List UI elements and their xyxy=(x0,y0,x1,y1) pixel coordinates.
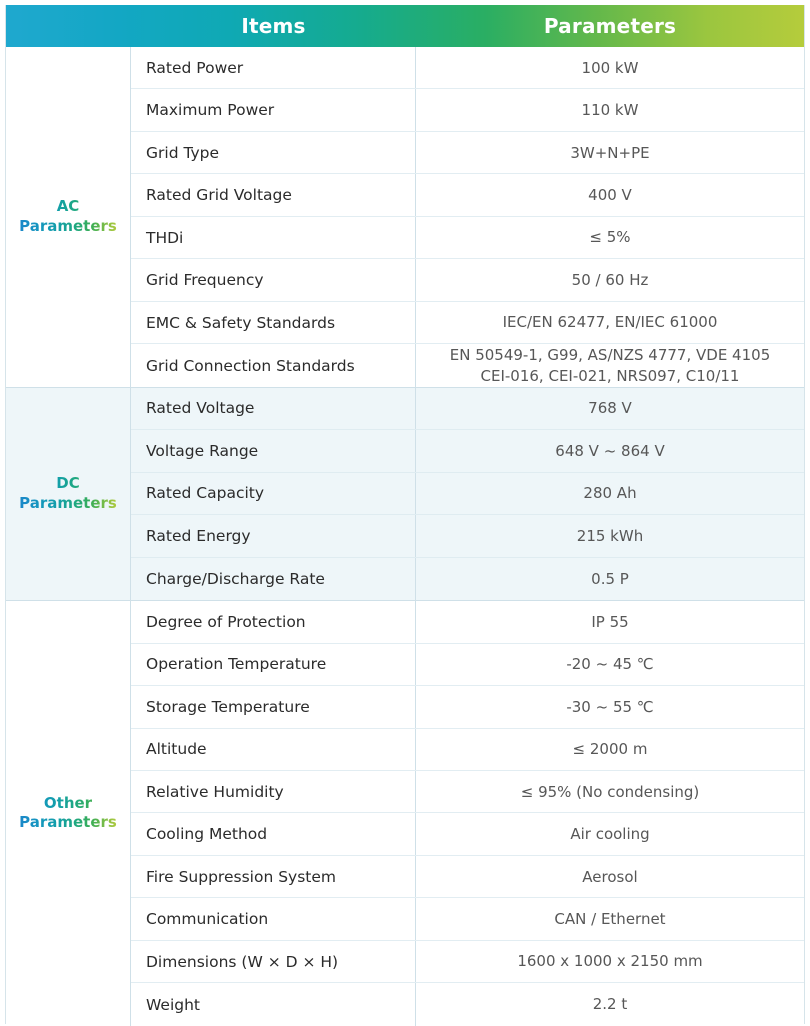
table-header-row xyxy=(6,5,804,47)
row-item-label: THDi xyxy=(131,217,416,258)
group-label-cell-other xyxy=(6,601,131,1026)
row-item-label: Communication xyxy=(131,898,416,939)
row-item-label: Rated Grid Voltage xyxy=(131,174,416,215)
row-value: ≤ 5% xyxy=(589,228,631,247)
group-label-dc-line2: Parameters xyxy=(19,493,117,512)
table-row xyxy=(131,344,804,386)
group-label-ac-line2: Parameters xyxy=(19,216,117,235)
row-item-label: Fire Suppression System xyxy=(131,856,416,897)
table-row xyxy=(131,813,804,855)
group-rows-other xyxy=(131,601,804,1026)
row-value: IP 55 xyxy=(591,612,629,631)
table-row xyxy=(131,217,804,259)
group-label-dc-line1: DC xyxy=(56,474,80,493)
row-value: 648 V ~ 864 V xyxy=(555,441,665,460)
row-value: -30 ~ 55 ℃ xyxy=(566,697,654,716)
group-label-cell-ac xyxy=(6,47,131,387)
group-dc-parameters xyxy=(6,388,804,601)
row-value: ≤ 2000 m xyxy=(572,740,648,759)
table-row xyxy=(131,259,804,301)
group-label-ac xyxy=(19,197,117,237)
row-item-label: Rated Voltage xyxy=(131,388,416,429)
row-value: 1600 x 1000 x 2150 mm xyxy=(517,952,703,971)
group-label-cell-dc xyxy=(6,388,131,600)
table-row xyxy=(131,558,804,600)
row-value-line2: CEI-016, CEI-021, NRS097, C10/11 xyxy=(480,366,740,385)
row-item-label: Dimensions (W × D × H) xyxy=(131,941,416,982)
row-value: Aerosol xyxy=(582,867,638,886)
group-label-other-line2: Parameters xyxy=(19,813,117,832)
row-value: 50 / 60 Hz xyxy=(571,270,649,289)
row-value: -20 ~ 45 ℃ xyxy=(566,655,654,674)
row-value: 3W+N+PE xyxy=(570,143,650,162)
row-value-line1: EN 50549-1, G99, AS/NZS 4777, VDE 4105 xyxy=(449,346,771,365)
row-item-label: Relative Humidity xyxy=(131,771,416,812)
row-item-label: Weight xyxy=(131,983,416,1025)
row-item-label: Charge/Discharge Rate xyxy=(131,558,416,600)
row-item-label: Grid Connection Standards xyxy=(131,344,416,386)
table-wrapper xyxy=(5,5,805,1024)
row-value: 2.2 t xyxy=(592,995,628,1014)
table-row xyxy=(131,601,804,643)
table-row xyxy=(131,771,804,813)
table-row xyxy=(131,856,804,898)
table-row xyxy=(131,644,804,686)
table-row xyxy=(131,430,804,472)
table-row xyxy=(131,983,804,1025)
group-label-other-line1: Other xyxy=(43,793,93,812)
table-row xyxy=(131,89,804,131)
group-label-other xyxy=(19,794,117,834)
row-value: 768 V xyxy=(588,399,632,418)
table-row xyxy=(131,898,804,940)
table-row xyxy=(131,388,804,430)
row-value: ≤ 95% (No condensing) xyxy=(520,782,700,801)
table-row xyxy=(131,729,804,771)
group-ac-parameters xyxy=(6,47,804,388)
header-cell-group xyxy=(6,5,131,47)
row-item-label: Cooling Method xyxy=(131,813,416,854)
table-row xyxy=(131,941,804,983)
group-label-ac-line1: AC xyxy=(56,197,80,216)
row-value: 110 kW xyxy=(581,101,639,120)
row-item-label: Grid Type xyxy=(131,132,416,173)
row-item-label: Voltage Range xyxy=(131,430,416,471)
group-other-parameters xyxy=(6,601,804,1026)
header-cell-parameters: Parameters xyxy=(543,14,677,38)
row-item-label: Altitude xyxy=(131,729,416,770)
row-item-label: Maximum Power xyxy=(131,89,416,130)
table-row xyxy=(131,132,804,174)
group-label-dc xyxy=(19,474,117,514)
row-item-label: Rated Capacity xyxy=(131,473,416,514)
row-value: 100 kW xyxy=(581,58,639,77)
row-item-label: Degree of Protection xyxy=(131,601,416,642)
row-item-label: Rated Energy xyxy=(131,515,416,556)
row-value: 280 Ah xyxy=(583,484,637,503)
row-value: 215 kWh xyxy=(576,526,644,545)
table-body xyxy=(6,47,804,1026)
row-value: 400 V xyxy=(588,186,632,205)
row-value: IEC/EN 62477, EN/IEC 61000 xyxy=(502,313,718,332)
table-row xyxy=(131,302,804,344)
group-rows-dc xyxy=(131,388,804,600)
row-value: Air cooling xyxy=(570,825,650,844)
header-cell-items: Items xyxy=(241,14,306,38)
row-value: 0.5 P xyxy=(591,569,629,588)
row-item-label: Grid Frequency xyxy=(131,259,416,300)
row-value-multiline xyxy=(416,344,804,386)
row-item-label: Rated Power xyxy=(131,47,416,88)
row-item-label: Storage Temperature xyxy=(131,686,416,727)
group-rows-ac xyxy=(131,47,804,387)
table-row xyxy=(131,686,804,728)
table-row xyxy=(131,515,804,557)
table-row xyxy=(131,174,804,216)
table-row xyxy=(131,47,804,89)
row-value: CAN / Ethernet xyxy=(554,909,666,928)
row-item-label: EMC & Safety Standards xyxy=(131,302,416,343)
table-row xyxy=(131,473,804,515)
row-item-label: Operation Temperature xyxy=(131,644,416,685)
